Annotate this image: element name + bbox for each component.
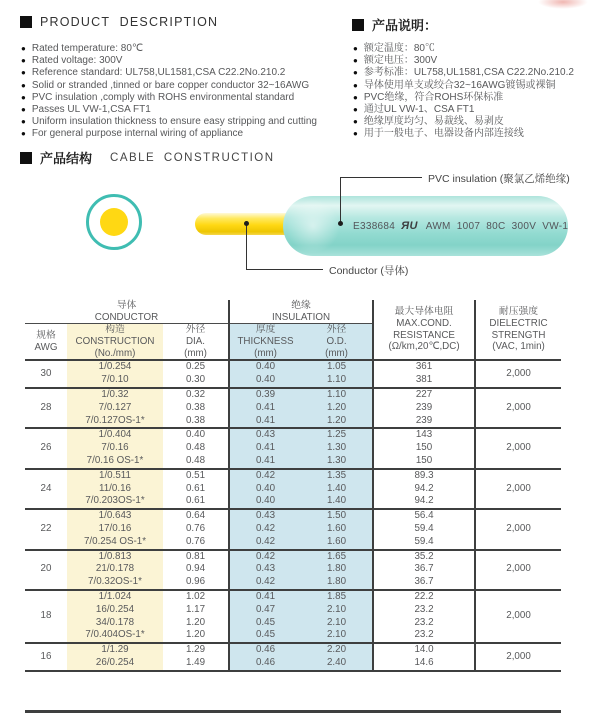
spec-cell-thickness [229,550,301,590]
spec-cell-construction [67,469,163,509]
desc-item [353,104,574,116]
spec-cell-dia [163,643,229,671]
dot-bullet-icon: ● [353,44,358,53]
spec-cell-dielectric: 2,000 [475,590,561,643]
spec-cell-line: 1/0.813 [98,550,132,562]
spec-cell-line: 1.80 [326,563,347,575]
spec-cell-dia [163,428,229,468]
spec-cell-dielectric: 2,000 [475,360,561,388]
spec-cell-line: 1.35 [326,469,347,481]
spec-cell-line: 0.30 [185,374,206,386]
spec-cell-line: 23.2 [414,629,434,641]
spec-group-row [25,300,561,324]
header-dia [163,324,229,361]
spec-cell-line: 0.48 [185,454,206,466]
spec-cell-line: 0.40 [255,482,276,494]
spec-cell-line: 36.7 [414,576,434,588]
spec-cell-line: 1.10 [326,388,347,400]
spec-cell-line: 0.38 [185,401,206,413]
spec-cell-od [301,590,373,643]
spec-cell-line: 0.40 [185,429,206,441]
spec-cell-resistance [373,643,475,671]
product-description-title-zh [352,15,437,34]
square-bullet-icon [352,19,364,31]
spec-cell-line: (VAC, 1min) [492,341,545,353]
spec-cell-awg: 26 [40,442,52,454]
spec-cell-line: 1.20 [185,616,206,628]
desc-item [353,43,574,55]
spec-cell-od [301,643,373,671]
spec-cell-line: 21/0.178 [95,563,135,575]
spec-cell-line: 36.7 [414,563,434,575]
desc-item [353,116,574,128]
ul-recognized-icon: ЯU [401,220,418,232]
spec-cell-line: 1.40 [326,482,347,494]
header-od [301,324,373,361]
spec-cell-line: 1.10 [326,374,347,386]
spec-cell-line: 规格 [36,329,56,341]
spec-cell-line: 1.65 [326,550,347,562]
desc-item-text: 额定温度：80℃ [363,43,435,54]
spec-cell-line: 381 [415,374,433,386]
cable-construction-title-zh: 产品结构 [40,151,93,166]
spec-cell-line: 7/0.16 OS-1* [86,454,144,466]
spec-cell-line: 最大导体电阻 [394,306,454,318]
desc-item-text: Uniform insulation thickness to ensure easy stripping and cutting [31,116,317,128]
dot-bullet-icon: ● [353,80,358,90]
logo-remnant [538,0,588,9]
product-description-title-zh-text: 产品说明： [372,18,438,33]
spec-cell-line: 14.6 [414,656,434,668]
spec-table-grid [25,300,561,672]
spec-cell-line: 56.4 [414,510,434,522]
spec-cell-line: 1.20 [326,414,347,426]
spec-cell-line: 23.2 [414,603,434,615]
spec-cell-line: 0.42 [255,469,276,481]
spec-cell-resistance [373,550,475,590]
desc-item-text: Rated temperature: 80℃ [31,43,144,54]
dot-bullet-icon: ● [353,68,358,78]
desc-item [353,128,574,140]
spec-cell-line: 239 [415,414,433,426]
cable-print-text [353,220,568,232]
spec-cell-line: 7/0.203OS-1* [85,495,145,507]
spec-cell-dia [163,360,229,388]
spec-cell-line: 1/0.511 [99,469,131,481]
dot-bullet-icon: ● [353,117,358,127]
spec-row-awg-30 [25,360,561,388]
cable-cert-number: E338684 [353,220,396,232]
spec-cell-line: 0.41 [255,401,276,413]
spec-cell-line: 0.46 [255,656,276,668]
product-description-title [20,15,218,29]
desc-item-text: 通过UL VW-1、CSA FT1 [363,104,475,116]
spec-cell-line: 0.76 [185,535,206,547]
spec-cell-line: 2.10 [326,616,347,628]
spec-cell-thickness [229,428,301,468]
spec-cell-awg: 22 [40,522,52,534]
spec-cell-line: THICKNESS [237,335,294,347]
spec-cell-line: 0.42 [255,576,276,588]
conductor-rod [195,213,315,235]
spec-cell-construction [67,360,163,388]
spec-cell-line: 2.10 [326,603,347,615]
spec-cell-line: 59.4 [414,535,434,547]
spec-cell-od [301,360,373,388]
desc-item-text: 用于一般电子、电器设备内部连接线 [363,128,524,140]
spec-cell-line: 0.43 [255,429,276,441]
spec-cell-line: (mm) [254,347,277,359]
desc-item-text: Passes UL VW-1,CSA FT1 [31,104,151,116]
spec-row-awg-26 [25,428,561,468]
spec-cell-line: 0.45 [255,616,276,628]
dot-bullet-icon: ● [21,80,26,90]
spec-cell-line: 94.2 [414,495,434,507]
spec-cell-line: 16/0.254 [95,603,135,615]
spec-cell-line: 1.20 [185,629,206,641]
spec-cell-thickness [229,388,301,428]
spec-cell-line: 17/0.16 [98,522,132,534]
cable-body [283,196,568,256]
desc-item-text: Rated voltage: 300V [31,55,123,67]
spec-cell-line: 2.20 [326,644,347,656]
spec-cell-line: 1.17 [185,603,206,615]
spec-cell-dia [163,388,229,428]
spec-cell-line: DIELECTRIC [489,317,548,329]
conductor-leader-line-h [246,269,323,270]
insulation-leader-dot [338,221,343,226]
spec-cell-line: 0.41 [255,414,276,426]
spec-cell-line: 1/0.643 [98,510,132,522]
spec-cell-dia [163,469,229,509]
spec-cell-line: 22.2 [414,590,434,602]
desc-item [353,92,574,104]
spec-cell-line: 外径 [185,324,206,335]
spec-cell-od [301,388,373,428]
spec-cell-line: 0.32 [185,388,206,400]
cable-construction-title [20,148,275,167]
spec-cell-line: 23.2 [414,616,434,628]
spec-cell-resistance [373,469,475,509]
spec-cell-line: MAX.COND. [396,317,452,329]
spec-cell-dielectric: 2,000 [475,550,561,590]
spec-cell-line: 7/0.254 OS-1* [83,535,147,547]
spec-cell-line: 0.96 [185,576,206,588]
dot-bullet-icon: ● [353,56,358,66]
spec-cell-line: 7/0.16 [101,442,129,454]
spec-cell-od [301,428,373,468]
spec-cell-line: 0.64 [185,510,206,522]
conductor-label: Conductor (导体) [329,265,409,277]
group-header-conductor [25,300,229,324]
spec-cell-awg: 30 [40,367,52,379]
spec-cell-line: 0.42 [255,522,276,534]
spec-cell-line: 1.80 [326,576,347,588]
desc-item-text: 参考标准：UL758,UL1581,CSA C22.2No.210.2 [363,67,574,79]
spec-cell-line: 0.94 [185,563,206,575]
square-bullet-icon [20,152,32,164]
spec-cell-line: 0.51 [185,469,206,481]
spec-cell-resistance [373,428,475,468]
desc-item [21,55,317,67]
product-description-list-en [21,43,317,141]
desc-item [353,67,574,79]
header-resistance [373,300,475,360]
desc-item-text: Reference standard: UL758,UL1581,CSA C22.2No.210.2 [31,67,286,79]
dot-bullet-icon: ● [21,56,26,66]
spec-cell-od [301,469,373,509]
spec-cell-line: 0.76 [185,522,206,534]
spec-cell-line: INSULATION [271,311,331,323]
desc-item-text: 导体使用单支或绞合32~16AWG镀锡或裸铜 [363,79,556,91]
spec-cell-line: (No./mm) [94,347,136,359]
conductor-cross-section [100,208,128,236]
desc-item [21,116,317,128]
dot-bullet-icon: ● [21,129,26,139]
spec-cell-line: 143 [415,429,433,441]
spec-cell-line: 7/0.404OS-1* [85,629,145,641]
spec-cell-line: 0.45 [255,629,276,641]
desc-item [21,104,317,116]
header-awg [25,324,67,361]
spec-cell-line: 0.81 [185,550,206,562]
desc-item [353,55,574,67]
spec-cell-line: RESISTANCE [393,329,455,341]
spec-cell-line: 7/0.10 [101,374,129,386]
cable-spec-text: AWM 1007 80C 300V VW-1 [425,220,569,232]
spec-cell-line: 1.49 [185,656,206,668]
spec-cell-line: 34/0.178 [95,616,135,628]
spec-cell-resistance [373,590,475,643]
spec-table [25,300,561,672]
spec-cell-line: 0.40 [255,361,276,373]
spec-cell-line: 89.3 [414,469,434,481]
spec-cell-dielectric: 2,000 [475,388,561,428]
spec-cell-line: 0.48 [185,442,206,454]
spec-cell-line: 14.0 [414,644,434,656]
spec-cell-line: 0.46 [255,644,276,656]
spec-cell-line: (Ω/km,20℃,DC) [388,341,460,353]
spec-cell-construction [67,428,163,468]
spec-cell-dia [163,550,229,590]
spec-row-awg-18 [25,590,561,643]
product-description-list-zh [353,43,574,141]
spec-cell-resistance [373,388,475,428]
spec-row-awg-16 [25,643,561,671]
spec-cell-line: 导体 [116,300,137,311]
spec-cell-resistance [373,360,475,388]
spec-cell-construction [67,388,163,428]
spec-row-awg-28 [25,388,561,428]
spec-cell-line: 耐压强度 [498,306,539,318]
spec-cell-line: 0.38 [185,414,206,426]
cable-construction-title-en: CABLE CONSTRUCTION [110,151,275,164]
desc-item-text: Solid or stranded ,tinned or bare copper conductor 32~16AWG [31,79,310,91]
dot-bullet-icon: ● [353,105,358,115]
spec-cell-line: 1.30 [326,442,347,454]
spec-cell-line: 0.25 [185,361,206,373]
spec-cell-construction [67,643,163,671]
insulation-leader-line-v [340,177,341,224]
spec-cell-line: 35.2 [414,550,434,562]
spec-cell-awg: 20 [40,563,52,575]
header-construction [67,324,163,361]
spec-cell-dia [163,509,229,549]
spec-cell-dielectric: 2,000 [475,428,561,468]
spec-cell-line: 1/1.29 [101,644,129,656]
spec-cell-thickness [229,643,301,671]
desc-item [353,80,574,92]
spec-row-awg-22 [25,509,561,549]
dot-bullet-icon: ● [21,92,26,102]
desc-item [21,128,317,140]
spec-cell-thickness [229,590,301,643]
desc-item-text: 额定电压：300V [363,55,438,67]
spec-cell-od [301,509,373,549]
spec-cell-line: 2.40 [326,656,347,668]
spec-tbody [25,360,561,670]
desc-item [21,43,317,55]
spec-cell-line: 1.20 [326,401,347,413]
spec-cell-line: 1.25 [326,429,347,441]
spec-cell-awg: 16 [40,650,52,662]
spec-cell-od [301,550,373,590]
spec-cell-line: (mm) [325,347,348,359]
spec-cell-line: 1.60 [326,522,347,534]
spec-cell-line: 0.42 [255,550,276,562]
spec-cell-line: 1.60 [326,535,347,547]
spec-cell-line: 59.4 [414,522,434,534]
group-header-insulation [229,300,373,324]
table-bottom-rule [25,710,561,713]
spec-cell-line: 1.05 [326,361,347,373]
dot-bullet-icon: ● [21,117,26,127]
spec-cell-construction [67,590,163,643]
dot-bullet-icon: ● [21,105,26,115]
dot-bullet-icon: ● [21,68,26,78]
spec-cell-line: STRENGTH [491,329,546,341]
spec-cell-line: 0.42 [255,535,276,547]
spec-cell-line: 11/0.16 [99,482,131,494]
header-dielectric [475,300,561,360]
desc-item-text: 绝缘厚度均匀、易裁线、易剥皮 [363,116,504,128]
spec-cell-thickness [229,509,301,549]
spec-cell-line: 1.30 [326,454,347,466]
header-thickness [229,324,301,361]
spec-cell-line: 1.85 [326,590,347,602]
spec-cell-line: 1/1.024 [98,590,132,602]
spec-row-awg-20 [25,550,561,590]
spec-cell-line: 7/0.32OS-1* [88,576,142,588]
insulation-label: PVC insulation (聚氯乙烯绝缘) [428,173,570,185]
spec-cell-line: 构造 [105,324,125,335]
spec-row-awg-24 [25,469,561,509]
spec-cell-awg: 24 [40,482,52,494]
spec-cell-line: 26/0.254 [95,656,135,668]
conductor-leader-line-v [246,224,247,270]
spec-cell-construction [67,509,163,549]
spec-cell-dielectric: 2,000 [475,643,561,671]
spec-cell-line: CONSTRUCTION [75,335,155,347]
desc-item [21,80,317,92]
spec-cell-line: 1/0.32 [101,388,129,400]
spec-cell-line: 0.47 [255,603,276,615]
dot-bullet-icon: ● [353,92,358,102]
spec-cell-line: 7/0.127 [98,401,132,413]
desc-item-text: PVC绝缘，符合ROHS环保标准 [363,91,504,103]
spec-cell-dielectric: 2,000 [475,509,561,549]
spec-cell-line: 0.41 [255,442,276,454]
spec-cell-line: 0.61 [185,495,206,507]
spec-cell-awg: 18 [40,610,52,622]
spec-cell-line: 外径 [326,324,347,335]
spec-cell-line: 1.40 [326,495,347,507]
spec-cell-thickness [229,360,301,388]
conductor-leader-dot [244,221,249,226]
spec-cell-line: 0.43 [255,510,276,522]
spec-cell-line: 239 [415,401,433,413]
insulation-leader-line-h [340,177,422,178]
spec-cell-line: 150 [415,454,433,466]
spec-cell-line: 绝缘 [291,300,311,311]
spec-cell-line: 150 [415,442,433,454]
dot-bullet-icon: ● [353,129,358,139]
product-description-title-text: PRODUCT DESCRIPTION [40,15,219,29]
spec-cell-dielectric: 2,000 [475,469,561,509]
square-bullet-icon [20,16,32,28]
desc-item [21,92,317,104]
spec-cell-line: 0.40 [255,374,276,386]
spec-cell-line: 361 [415,361,433,373]
spec-thead [25,300,561,360]
spec-cell-line: 厚度 [255,324,276,335]
dot-bullet-icon: ● [21,44,26,53]
spec-cell-resistance [373,509,475,549]
spec-cell-line: AWG [34,341,58,353]
spec-cell-line: CONDUCTOR [94,311,159,323]
desc-item [21,67,317,79]
spec-cell-line: 0.40 [255,495,276,507]
spec-cell-line: 94.2 [414,482,434,494]
spec-cell-line: 0.61 [185,482,206,494]
desc-item-text: PVC insulation ,comply with ROHS environmental standard [31,91,295,103]
spec-cell-dia [163,590,229,643]
spec-cell-line: 0.41 [255,590,276,602]
spec-cell-line: O.D. [326,335,347,347]
spec-cell-line: 0.39 [255,388,276,400]
spec-cell-line: 1/0.404 [98,429,132,441]
spec-cell-line: DIA. [185,335,206,347]
spec-cell-line: 0.43 [255,563,276,575]
desc-item-text: For general purpose internal wiring of appliance [31,128,244,140]
cable-cross-section [86,194,142,250]
spec-cell-construction [67,550,163,590]
spec-cell-line: 0.41 [255,454,276,466]
spec-cell-line: 1/0.254 [98,361,132,373]
spec-cell-line: (mm) [184,347,207,359]
spec-cell-line: 2.10 [326,629,347,641]
spec-cell-line: 1.02 [185,590,206,602]
spec-cell-line: 1.50 [326,510,347,522]
spec-cell-line: 1.29 [185,644,206,656]
spec-cell-awg: 28 [40,401,52,413]
spec-cell-line: 227 [415,388,433,400]
spec-cell-line: 7/0.127OS-1* [85,414,145,426]
spec-cell-thickness [229,469,301,509]
